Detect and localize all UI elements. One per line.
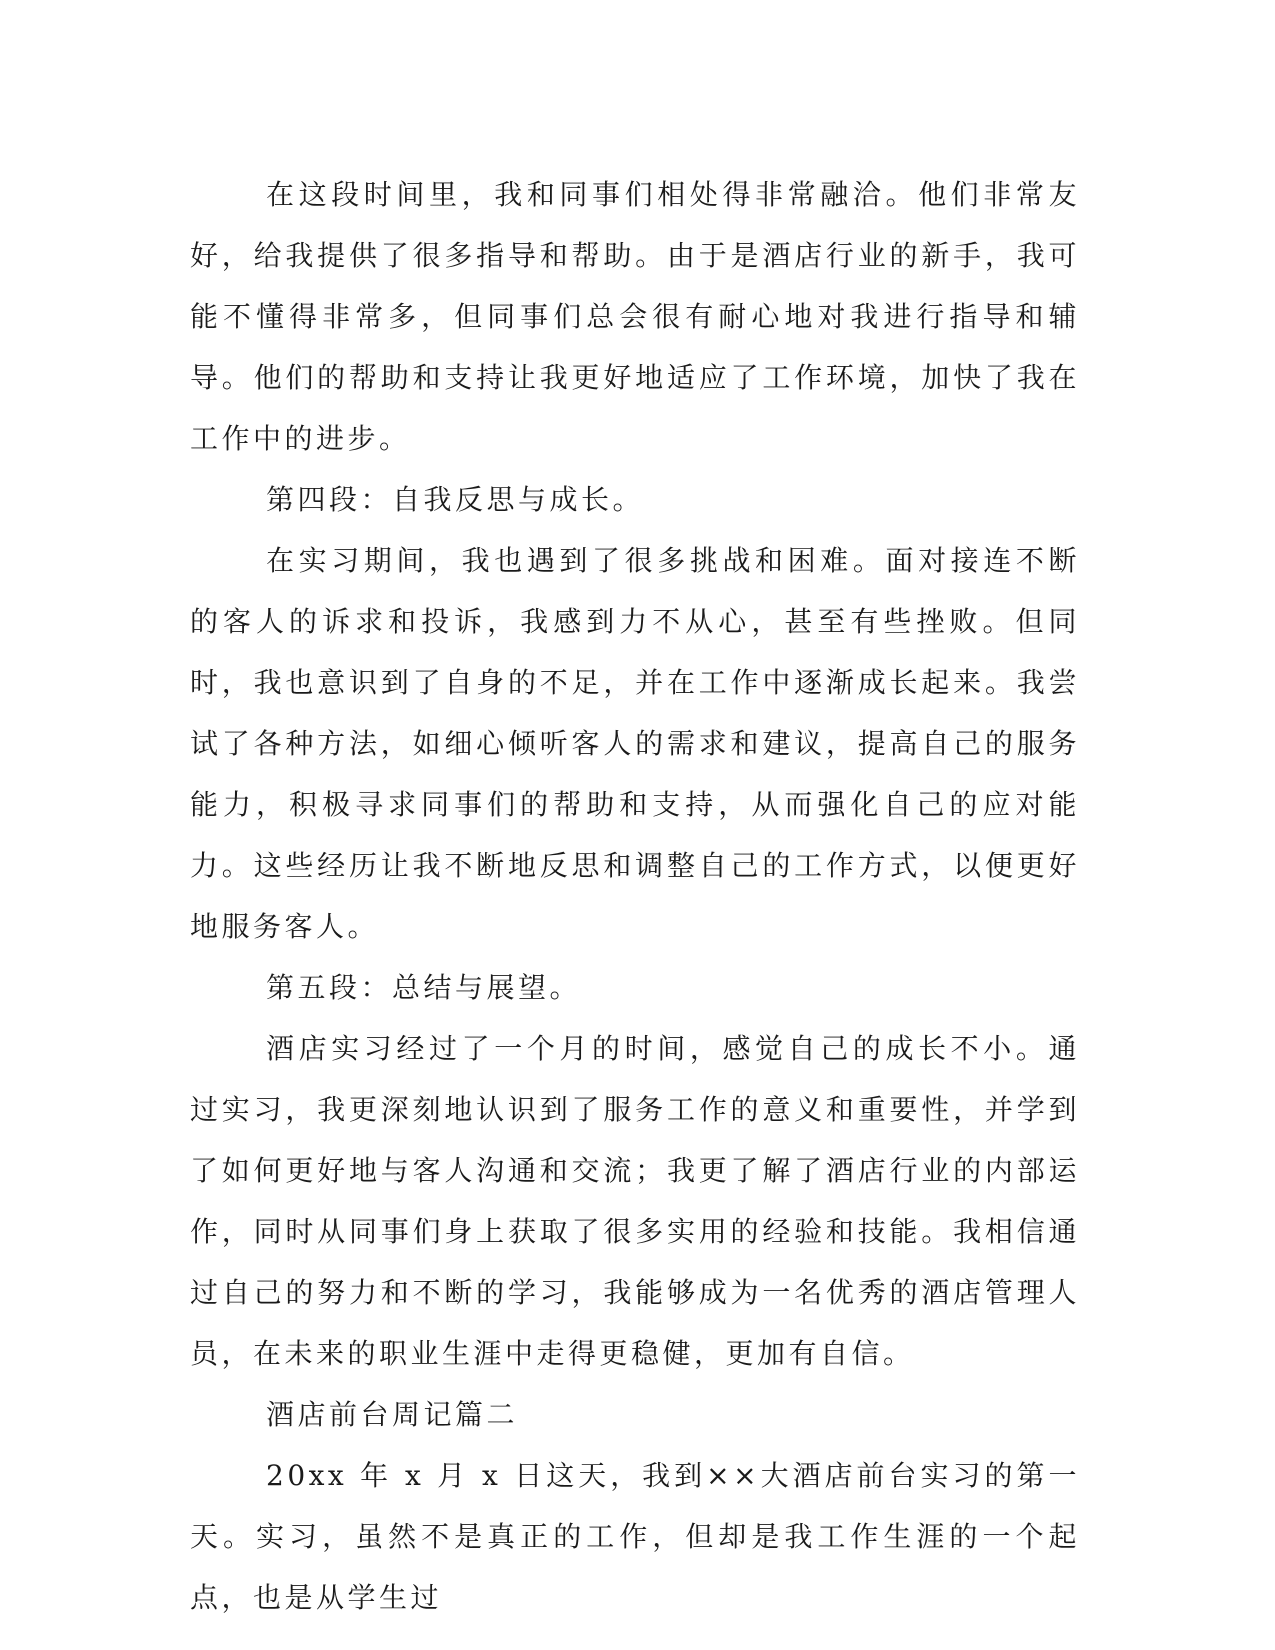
heading-section-five: 第五段：总结与展望。 bbox=[266, 971, 582, 1004]
paragraph-colleagues: 在这段时间里，我和同事们相处得非常融洽。他们非常友好，给我提供了很多指导和帮助。由于是酒店行业的新手，我可能不懂得非常多，但同事们总会很有耐心地对我进行指导和辅导。他们的帮助和支持让我更好地适应了工作环境，加快了我在工作中的进步。 bbox=[190, 178, 1080, 455]
paragraph-first-day: 20xx 年 x 月 x 日这天，我到××大酒店前台实习的第一天。实习，虽然不是真正的工作，但却是我工作生涯的一个起点，也是从学生过 bbox=[190, 1459, 1080, 1614]
heading-section-four: 第四段：自我反思与成长。 bbox=[266, 483, 645, 516]
paragraph-reflection: 在实习期间，我也遇到了很多挑战和困难。面对接连不断的客人的诉求和投诉，我感到力不从心，甚至有些挫败。但同时，我也意识到了自身的不足，并在工作中逐渐成长起来。我尝试了各种方法，如细心倾听客人的需求和建议，提高自己的服务能力，积极寻求同事们的帮助和支持，从而强化自己的应对能力。这些经历让我不断地反思和调整自己的工作方式，以便更好地服务客人。 bbox=[190, 544, 1080, 943]
paragraph-summary: 酒店实习经过了一个月的时间，感觉自己的成长不小。通过实习，我更深刻地认识到了服务工作的意义和重要性，并学到了如何更好地与客人沟通和交流；我更了解了酒店行业的内部运作，同时从同事们身上获取了很多实用的经验和技能。我相信通过自己的努力和不断的学习，我能够成为一名优秀的酒店管理人员，在未来的职业生涯中走得更稳健，更加有自信。 bbox=[190, 1032, 1080, 1370]
document-body bbox=[190, 164, 1080, 1628]
heading-journal-two: 酒店前台周记篇二 bbox=[266, 1398, 519, 1431]
